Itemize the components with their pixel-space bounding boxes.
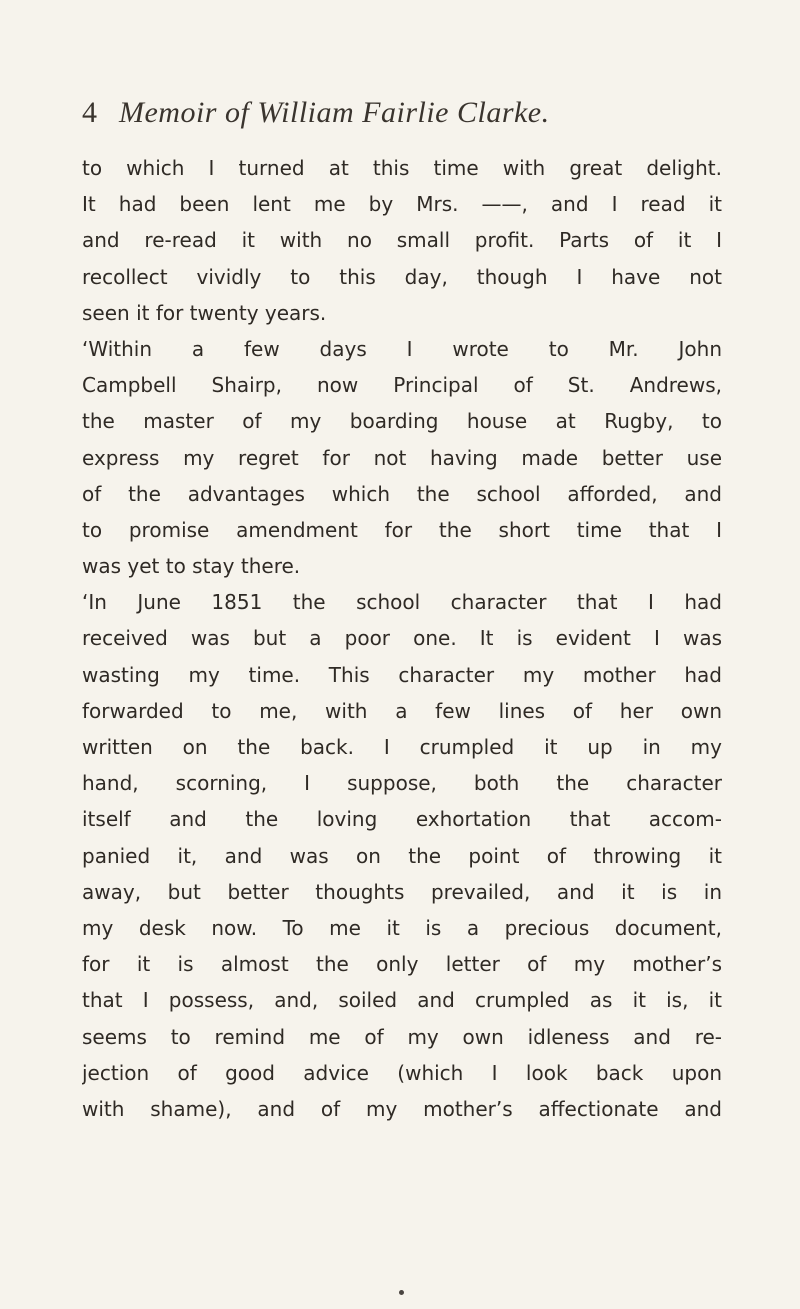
text-line: seems to remind me of my own idleness and re- xyxy=(82,1024,722,1049)
running-head xyxy=(82,96,722,140)
running-title: Memoir of William Fairlie Clarke. xyxy=(119,96,550,129)
text-line: wasting my time. This character my mother had xyxy=(82,662,722,687)
text-line: was yet to stay there. xyxy=(82,554,301,579)
text-line: for it is almost the only letter of my mother’s xyxy=(82,952,722,977)
text-line: It had been lent me by Mrs. ——, and I read it xyxy=(82,192,722,217)
text-line: ‘Within a few days I wrote to Mr. John xyxy=(82,336,722,361)
text-line: seen it for twenty years. xyxy=(82,300,327,325)
text-line: ‘In June 1851 the school character that I had xyxy=(82,590,722,615)
text-line: recollect vividly to this day, though I have not xyxy=(82,264,722,289)
body-text xyxy=(82,150,722,1127)
text-line: Campbell Shairp, now Principal of St. Andrews, xyxy=(82,373,722,398)
text-line: away, but better thoughts prevailed, and it is in xyxy=(82,879,722,904)
text-line: received was but a poor one. It is evident I was xyxy=(82,626,722,651)
text-line: the master of my boarding house at Rugby, to xyxy=(82,409,722,434)
text-line: and re-read it with no small profit. Parts of it I xyxy=(82,228,722,253)
text-line: of the advantages which the school afforded, and xyxy=(82,481,722,506)
text-line: panied it, and was on the point of throwing it xyxy=(82,843,722,868)
text-line: jection of good advice (which I look back upon xyxy=(82,1060,722,1085)
text-line: itself and the loving exhortation that accom- xyxy=(82,807,722,832)
text-line: written on the back. I crumpled it up in my xyxy=(82,735,722,759)
printer-mark xyxy=(399,1290,404,1295)
text-line: that I possess, and, soiled and crumpled as it is, it xyxy=(82,988,722,1013)
text-line: to which I turned at this time with great delight. xyxy=(82,156,722,180)
text-line: my desk now. To me it is a precious document, xyxy=(82,915,722,940)
text-line: to promise amendment for the short time that I xyxy=(82,517,722,542)
text-line: hand, scorning, I suppose, both the character xyxy=(82,771,722,796)
text-line: with shame), and of my mother’s affectionate and xyxy=(82,1096,722,1121)
text-line: express my regret for not having made better use xyxy=(82,445,722,470)
text-line: forwarded to me, with a few lines of her own xyxy=(82,698,722,723)
page-number: 4 xyxy=(82,96,97,129)
